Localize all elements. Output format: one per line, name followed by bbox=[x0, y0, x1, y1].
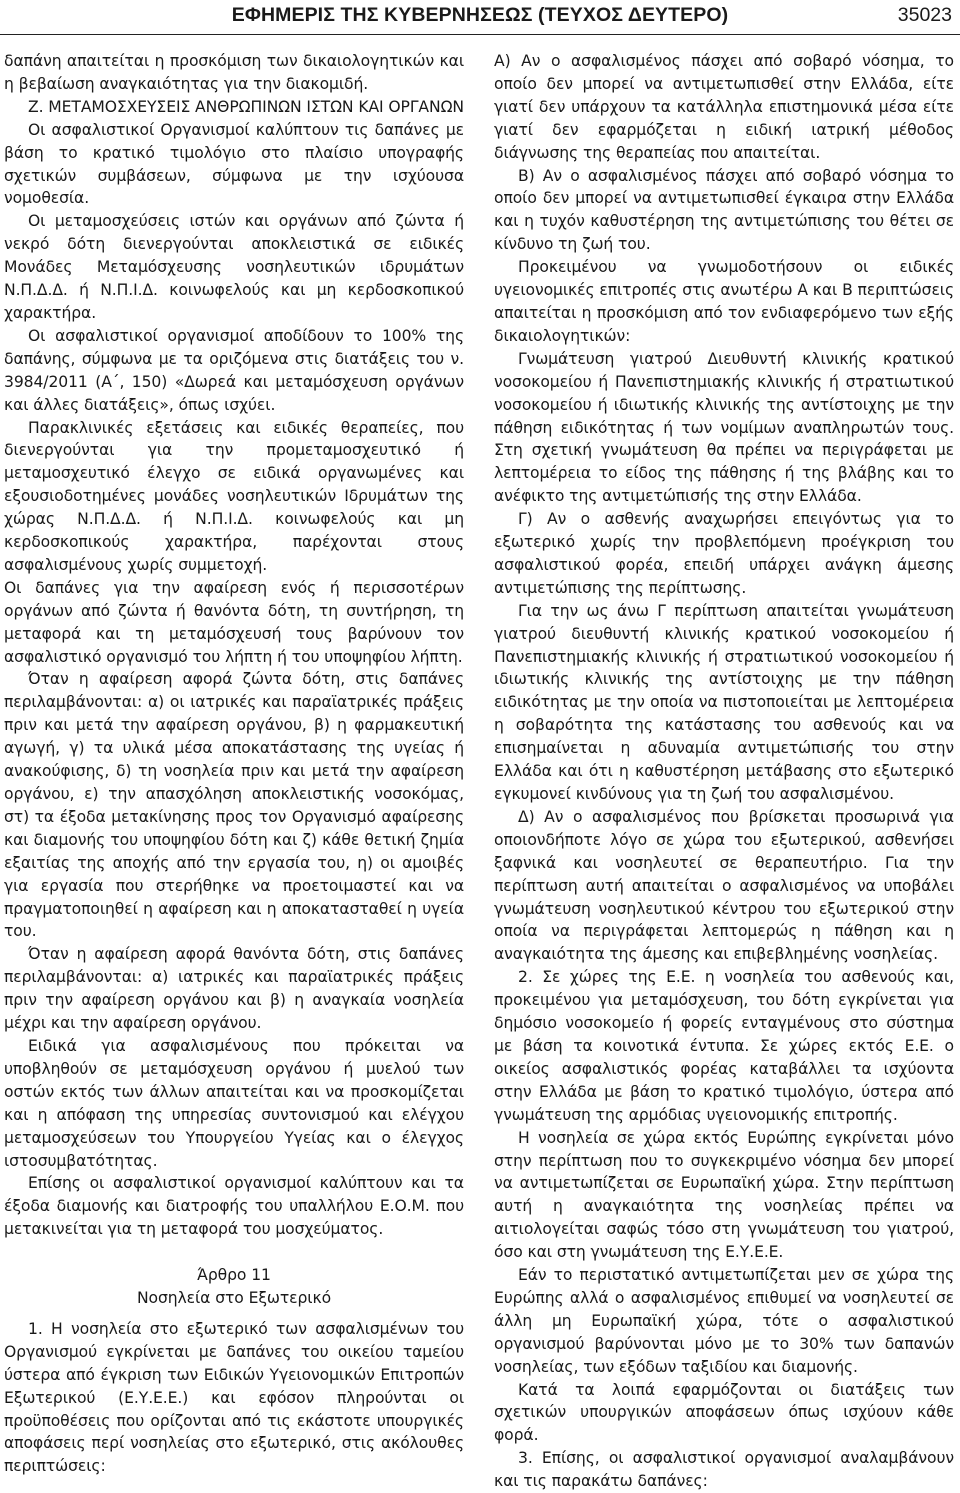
paragraph: Η νοσηλεία σε χώρα εκτός Ευρώπης εγκρίνεται μόνο στην περίπτωση που το συγκεκριμένο νόσημα δεν μπορεί να αντιμετωπίζεται σε Ευρωπαϊκή χώρα. Στην περίπτωση αυτή η αναγκαιότητα της νοσηλείας πρέπει να αιτιολογείται σαφώς τόσο στη γνωμάτευση του γιατρού, όσο και στη γνωμάτευση της Ε.Υ.Ε.Ε. bbox=[494, 1128, 954, 1262]
paragraph: Όταν η αφαίρεση αφορά θανόντα δότη, στις δαπάνες περιλαμβάνονται: α) ιατρικές και παραϊατρικές πράξεις πριν την αφαίρεση οργάνου και β) η αναγκαία νοσηλεία μέχρι και την αφαίρεση οργάνου. bbox=[4, 945, 464, 1033]
paragraph: Οι δαπάνες για την αφαίρεση ενός ή περισσοτέρων οργάνων από ζώντα ή θανόντα δότη, τη συντήρηση, τη μεταφορά και τη μεταμόσχευσή τους βαρύνουν τον ασφαλιστικό οργανισμό του λήπτη ή του υποψηφίου λήπτη. bbox=[4, 578, 464, 666]
paragraph: 3. Επίσης, οι ασφαλιστικοί οργανισμοί αναλαμβάνουν και τις παρακάτω δαπάνες: bbox=[494, 1449, 954, 1491]
page-header bbox=[0, 0, 960, 38]
paragraph: Γ) Αν ο ασθενής αναχωρήσει επειγόντως για το εξωτερικό χωρίς την προβλεπόμενη προέγκριση του ασφαλιστικού φορέα, επειδή υπάρχει ανάγκη άμεσης αντιμετώπισης της περίπτωσης. bbox=[494, 510, 954, 597]
paragraph: Δ) Αν ο ασφαλισμένος που βρίσκεται προσωρινά για οποιονδήποτε λόγο σε χώρα του εξωτερικού, ασθενήσει ξαφνικά και νοσηλευτεί σε θεραπευτήριο. Για την περίπτωση αυτή απαιτείται ο ασφαλισμένος να υποβάλει γνωμάτευση νοσηλευτικού κέντρου του εξωτερικού στην οποία να περιγράφεται λεπτομερώς η πάθηση και η αναγκαιότητα της άμεσης και επιβεβλημένης νοσηλείας. bbox=[494, 807, 954, 964]
paragraph: Παρακλινικές εξετάσεις και ειδικές θεραπείες, που διενεργούνται για την προμεταμοσχευτικό ή μεταμοσχευτικό έλεγχο σε ειδικά οργανωμένες και εξουσιοδοτημένες μονάδες νοσηλευτικών Ιδρυμάτων της χώρας Ν.Π.Δ.Δ. ή Ν.Π.Ι.Δ. κοινωφελούς και μη κερδοσκοπικούς χαρακτήρα, παρέχονται στους ασφαλισμένους χωρίς συμμετοχή. bbox=[4, 418, 464, 574]
section-heading: Ζ. ΜΕΤΑΜΟΣΧΕΥΣΕΙΣ ΑΝΘΡΩΠΙΝΩΝ ΙΣΤΩΝ ΚΑΙ ΟΡΓΑΝΩΝ bbox=[28, 97, 464, 116]
paragraph: 2. Σε χώρες της Ε.Ε. η νοσηλεία του ασθενούς και, προκειμένου για μεταμόσχευση, του δότη εγκρίνεται για δημόσιο νοσοκομείο ή φορείς ενταγμένους στο σύστημα με βάση τα κοινοτικά έντυπα. Σε χώρες εκτός Ε.Ε. ο οικείος ασφαλιστικός φορέας καταβάλλει τα ισχύοντα στην Ελλάδα με βάση το κρατικό τιμολόγιο, ύστερα από γνωμάτευση της αρμόδιας υγειονομικής επιτροπής. bbox=[494, 968, 954, 1124]
paragraph: Κατά τα λοιπά εφαρμόζονται οι διατάξεις των σχετικών υπουργικών αποφάσεων όπως ισχύουν κάθε φορά. bbox=[494, 1380, 954, 1445]
paragraph: Οι ασφαλιστικοί Οργανισμοί καλύπτουν τις δαπάνες με βάση το κρατικό τιμολόγιο στο πλαίσιο υπογραφής σχετικών συμβάσεων, σύμφωνα με την ισχύουσα νομοθεσία. bbox=[4, 120, 464, 208]
paragraph: δαπάνη απαιτείται η προσκόμιση των δικαιολογητικών και η βεβαίωση αναγκαιότητας για την διακομιδή. bbox=[4, 52, 464, 93]
paragraph: Όταν η αφαίρεση αφορά ζώντα δότη, στις δαπάνες περιλαμβάνονται: α) οι ιατρικές και παραϊατρικές πράξεις πριν και μετά την αφαίρεση οργάνου, β) η φαρμακευτική αγωγή, γ) τα υλικά μέσα αποκατάστασης της υγείας ή ανακούφισης, δ) τη νοσηλεία πριν και μετά την αφαίρεση οργάνου, ε) την απασχόληση αποκλειστικής νοσοκόμας, στ) τα έξοδα μετακίνησης προς τον Οργανισμό αφαίρεσης και διαμονής του υποψηφίου δότη και ζ) κάθε θετική ζημία εξαιτίας της αποχής από την εργασία του, η) οι αμοιβές για εργασία που στερήθηκε να προετοιμαστεί και να πραγματοποιηθεί η αφαίρεση και η αποκατασταθεί η υγεία του. bbox=[4, 670, 464, 941]
paragraph: Εάν το περιστατικό αντιμετωπίζεται μεν σε χώρα της Ευρώπης αλλά ο ασφαλισμένος επιθυμεί να νοσηλευτεί σε άλλη μη Ευρωπαϊκή χώρα, τότε ο ασφαλιστικού οργανισμού βαρύνονται μόνο με το 30% των δαπανών νοσηλείας, των εξόδων ταξιδίου και διαμονής. bbox=[494, 1266, 954, 1376]
paragraph: Γνωμάτευση γιατρού Διευθυντή κλινικής κρατικού νοσοκομείου ή Πανεπιστημιακής κλινικής ή στρατιωτικού νοσοκομείου ή ιδιωτικής κλινικής της αντίστοιχης με την πάθηση ειδικότητας ή των νομίμων αναπληρωτών τους. Στη σχετική γνωμάτευση θα πρέπει να περιγράφεται με λεπτομέρεια το είδος της πάθησης ή της βλάβης και το ανέφικτο της αντιμετώπισής της στην Ελλάδα. bbox=[494, 349, 954, 506]
header-divider bbox=[0, 34, 960, 35]
paragraph: Για την ως άνω Γ περίπτωση απαιτείται γνωμάτευση γιατρού διευθυντή κλινικής κρατικού νοσοκομείου ή Πανεπιστημιακής κλινικής ή στρατιωτικού νοσοκομείου ή ιδιωτικής κλινικής της αντίστοιχης με την πάθηση ειδικότητας με την οποία να πιστοποιείται με λεπτομέρεια η σοβαρότητα της κατάστασης του ασθενούς και να επισημαίνεται η αδυναμία αντιμετώπισής του στην Ελλάδα και ότι η καθυστέρηση μετάβασης στο εξωτερικό εγκυμονεί κινδύνους για τη ζωή του ασφαλισμένου. bbox=[494, 601, 954, 803]
paragraph: Προκειμένου να γνωμοδοτήσουν οι ειδικές υγειονομικές επιτροπές στις ανωτέρω Α και Β περιπτώσεις απαιτείται η προσκόμιση από τον ενδιαφερόμενο των εξής δικαιολογητικών: bbox=[494, 258, 955, 345]
paragraph: Οι μεταμοσχεύσεις ιστών και οργάνων από ζώντα ή νεκρό δότη διενεργούνται αποκλειστικά σε ειδικές Μονάδες Μεταμόσχευσης νοσηλευτικών ιδρυμάτων Ν.Π.Δ.Δ. ή Ν.Π.Ι.Δ. κοινωφελούς και μη κερδοσκοπικού χαρακτήρα. bbox=[4, 212, 464, 322]
paragraph: 1. Η νοσηλεία στο εξωτερικό των ασφαλισμένων του Οργανισμού εγκρίνεται με δαπάνες του οικείου ταμείου ύστερα από έγκριση των Ειδικών Υγειονομικών Επιτροπών Εξωτερικού (Ε.Υ.Ε.Ε.) και εφόσον πληρούνται οι προϋποθέσεις που ορίζονται από τις εκάστοτε υπουργικές αποφάσεις περί νοσηλείας στο εξωτερικό, στις ακόλουθες περιπτώσεις: bbox=[4, 1319, 464, 1476]
article-title: Νοσηλεία στο Εξωτερικό bbox=[136, 1289, 332, 1308]
paragraph: Β) Αν ο ασφαλισμένος πάσχει από σοβαρό νόσημα το οποίο δεν μπορεί να αντιμετωπισθεί έγκαιρα στην Ελλάδα και η τυχόν καθυστέρηση της αντιμετώπισης του θέτει σε κίνδυνο τη ζωή του. bbox=[494, 166, 954, 254]
left-column bbox=[4, 50, 464, 1478]
article-number: Άρθρο 11 bbox=[197, 1266, 271, 1285]
paragraph: Α) Αν ο ασφαλισμένος πάσχει από σοβαρό νόσημα, το οποίο δεν μπορεί να αντιμετωπισθεί στην Ελλάδα, είτε γιατί δεν υπάρχουν τα κατάλληλα επιστημονικά μέσα είτε γιατί δεν εφαρμόζεται η ειδική ιατρική μέθοδος διάγνωσης της θεραπείας που απαιτείται. bbox=[494, 52, 954, 162]
paragraph: Οι ασφαλιστικοί οργανισμοί αποδίδουν το 100% της δαπάνης, σύμφωνα με τα οριζόμενα στις διατάξεις του ν. 3984/2011 (Α΄, 150) «Δωρεά και μεταμόσχευση οργάνων και άλλες διατάξεις», όπως ισχύει. bbox=[4, 326, 464, 414]
page-number: 35023 bbox=[897, 4, 952, 26]
gazette-title: ΕΦΗΜΕΡΙΣ ΤΗΣ ΚΥΒΕΡΝΗΣΕΩΣ (ΤΕΥΧΟΣ ΔΕΥΤΕΡΟ) bbox=[231, 4, 729, 26]
right-column bbox=[494, 50, 954, 1493]
paragraph: Επίσης οι ασφαλιστικοί οργανισμοί καλύπτουν και τα έξοδα διαμονής και διατροφής του υπαλλήλου Ε.Ο.Μ. που μετακινείται για τη μεταφορά του μοσχεύματος. bbox=[4, 1174, 464, 1239]
paragraph: Ειδικά για ασφαλισμένους που πρόκειται να υποβληθούν σε μεταμόσχευση οργάνου ή μυελού των οστών εκτός των άλλων απαιτείται και να προσκομίζεται και η απόφαση της υπηρεσίας συντονισμού και ελέγχου μεταμοσχεύσεων του Υπουργείου Υγείας και ο έλεγχος ιστοσυμβατότητας. bbox=[4, 1036, 464, 1170]
